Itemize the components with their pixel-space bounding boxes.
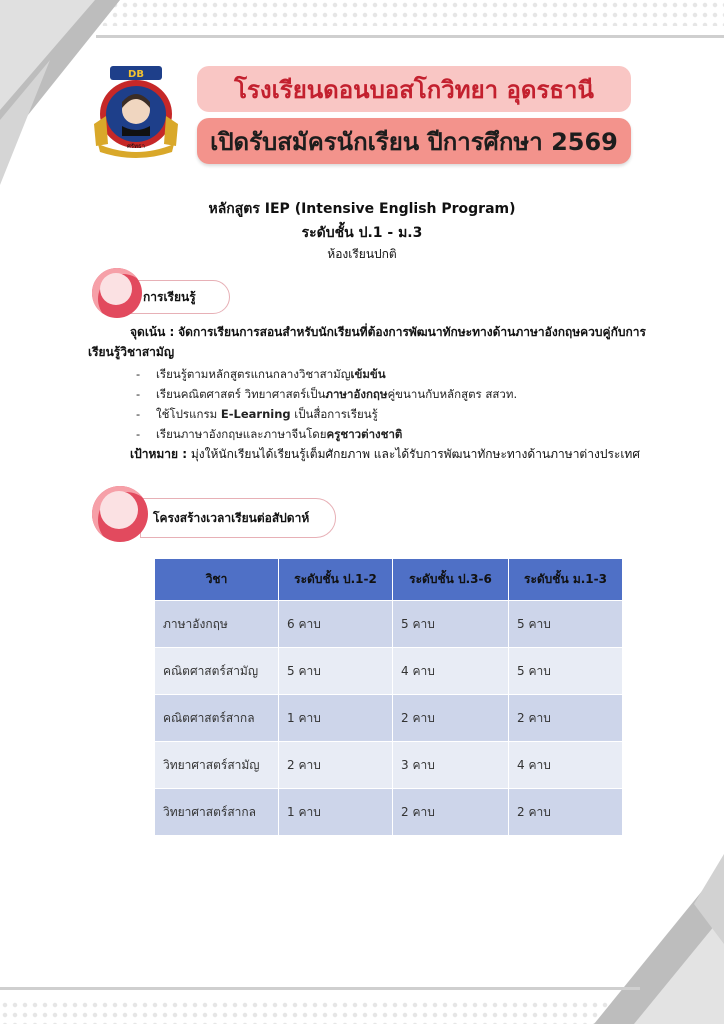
table-row: [155, 648, 623, 695]
table-cell: 5 คาบ: [279, 648, 393, 695]
table-header-cell: ระดับชั้น ป.1-2: [279, 559, 393, 601]
goal-text: มุ่งให้นักเรียนได้เรียนรู้เต็มศักยภาพ และได้รับการพัฒนาทักษะทางด้านภาษาต่างประเทศ: [190, 447, 640, 461]
schedule-table: [154, 558, 623, 836]
table-row: [155, 742, 623, 789]
bottom-right-corner-decoration: [544, 824, 724, 1024]
table-cell: 4 คาบ: [393, 648, 509, 695]
learning-bullet: - เรียนคณิตศาสตร์ วิทยาศาสตร์เป็นภาษาอังกฤษคู่ขนานกับหลักสูตร สสวท.: [136, 387, 518, 401]
top-rule: [96, 35, 724, 38]
table-cell: 5 คาบ: [509, 648, 623, 695]
schedule-section-label: โครงสร้างเวลาเรียนต่อสัปดาห์: [140, 498, 336, 538]
learning-bullet: - ใช้โปรแกรม E-Learning เป็นสื่อการเรียนรู้: [136, 407, 378, 421]
learning-section-label: การเรียนรู้: [130, 280, 230, 314]
admission-title-banner: เปิดรับสมัครนักเรียน ปีการศึกษา 2569: [197, 118, 631, 164]
focus-text-cont: เรียนรู้วิชาสามัญ: [88, 345, 175, 359]
table-cell: 4 คาบ: [509, 742, 623, 789]
table-cell: 2 คาบ: [509, 789, 623, 836]
logo-motto: ศรัทธา: [126, 143, 146, 150]
program-name: หลักสูตร IEP (Intensive English Program): [208, 201, 516, 217]
learning-bullet: - เรียนภาษาอังกฤษและภาษาจีนโดยครูชาวต่างชาติ: [136, 427, 403, 441]
learning-tag-bubble-inner: [100, 273, 132, 305]
table-header-cell: ระดับชั้น ป.3-6: [393, 559, 509, 601]
table-header-row: [155, 559, 623, 601]
table-cell: 1 คาบ: [279, 695, 393, 742]
svg-text:DB: DB: [128, 69, 144, 80]
table-row: [155, 695, 623, 742]
table-cell: 3 คาบ: [393, 742, 509, 789]
table-cell: 1 คาบ: [279, 789, 393, 836]
learning-bullet: - เรียนรู้ตามหลักสูตรแกนกลางวิชาสามัญเข้มข้น: [136, 367, 386, 381]
table-cell: คณิตศาสตร์สากล: [155, 695, 279, 742]
table-cell: วิทยาศาสตร์สากล: [155, 789, 279, 836]
table-row: [155, 789, 623, 836]
table-cell: 2 คาบ: [509, 695, 623, 742]
table-cell: 2 คาบ: [393, 695, 509, 742]
table-row: [155, 601, 623, 648]
goal-label: เป้าหมาย :: [130, 447, 188, 461]
table-cell: 2 คาบ: [279, 742, 393, 789]
focus-line: [130, 322, 690, 342]
table-cell: คณิตศาสตร์สามัญ: [155, 648, 279, 695]
bottom-rule: [0, 987, 640, 990]
table-cell: 2 คาบ: [393, 789, 509, 836]
table-cell: 6 คาบ: [279, 601, 393, 648]
table-cell: 5 คาบ: [509, 601, 623, 648]
table-cell: ภาษาอังกฤษ: [155, 601, 279, 648]
table-cell: 5 คาบ: [393, 601, 509, 648]
table-header-cell: วิชา: [155, 559, 279, 601]
table-header-cell: ระดับชั้น ม.1-3: [509, 559, 623, 601]
program-classroom: ห้องเรียนปกติ: [327, 247, 397, 261]
school-name-banner: โรงเรียนดอนบอสโกวิทยา อุดรธานี: [197, 66, 631, 112]
goal-line: [130, 444, 690, 464]
schedule-tag-bubble-inner: [100, 491, 138, 529]
focus-text: จัดการเรียนการสอนสำหรับนักเรียนที่ต้องการพัฒนาทักษะทางด้านภาษาอังกฤษควบคู่กับการ: [178, 325, 646, 339]
table-cell: วิทยาศาสตร์สามัญ: [155, 742, 279, 789]
focus-label: จุดเน้น :: [130, 325, 175, 339]
program-level: ระดับชั้น ป.1 - ม.3: [301, 225, 423, 241]
